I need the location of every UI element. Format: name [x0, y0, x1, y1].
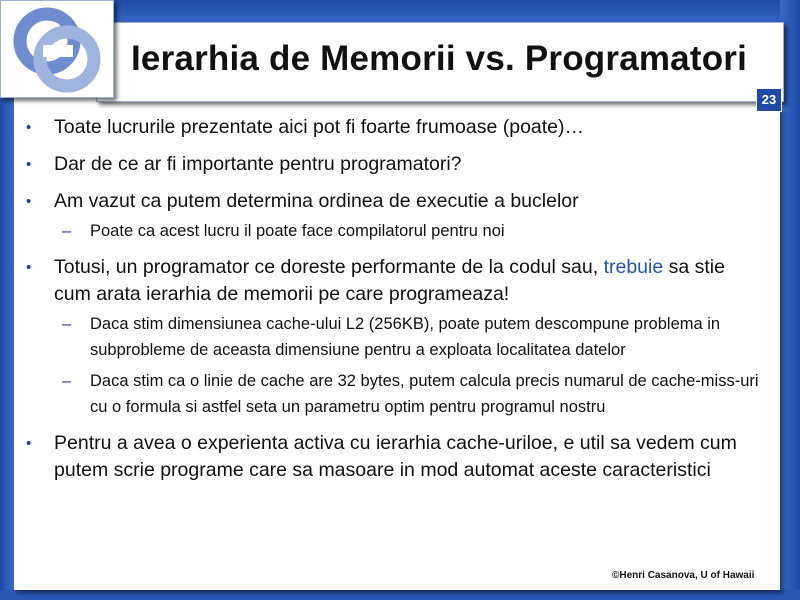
- dash-icon: –: [62, 222, 72, 240]
- sub-bullet-text: Daca stim ca o linie de cache are 32 bytes, putem calcula precis numarul de cache-miss-uri cu o formula si astfel seta un parametru optim pentru programul nostru: [90, 372, 759, 416]
- title-panel: [96, 22, 784, 102]
- bullet-text: Pentru a avea o experienta activa cu ierarhia cache-uriloe, e util sa vedem cum putem scrie programe care sa masoare in mod automat aceste caracteristici: [54, 432, 737, 481]
- sub-bullet-item: [54, 218, 762, 244]
- bullet-dot-icon: •: [26, 193, 32, 210]
- slide-number-badge: 23: [756, 88, 782, 112]
- bullet-item: [14, 430, 780, 484]
- bullet-dot-icon: •: [26, 259, 32, 276]
- content-panel: [14, 108, 780, 590]
- frame-bottom-band: [0, 590, 800, 600]
- bullet-dot-icon: •: [26, 156, 32, 173]
- dash-icon: –: [62, 315, 72, 333]
- bullet-item: [14, 254, 780, 420]
- copyright-footer: ©Henri Casanova, U of Hawaii: [612, 570, 755, 581]
- bullet-text: Am vazut ca putem determina ordinea de executie a buclelor: [54, 190, 579, 212]
- slide-title: Ierarhia de Memorii vs. Programatori: [131, 39, 748, 78]
- bullet-text: Toate lucrurile prezentate aici pot fi foarte frumoase (poate)…: [54, 116, 585, 138]
- sub-bullet-list: [54, 311, 762, 420]
- bullet-item: [14, 188, 780, 244]
- sub-bullet-list: [54, 218, 762, 244]
- dash-icon: –: [62, 372, 72, 390]
- bullet-text: Dar de ce ar fi importante pentru programatori?: [54, 153, 462, 175]
- logo-panel: [0, 0, 114, 98]
- bullet-dot-icon: •: [26, 119, 32, 136]
- bullet-dot-icon: •: [26, 435, 32, 452]
- bullet-item: [14, 114, 780, 141]
- sub-bullet-text: Poate ca acest lucru il poate face compilatorul pentru noi: [90, 222, 505, 240]
- highlighted-word: trebuie: [603, 256, 664, 278]
- sub-bullet-text: Daca stim dimensiunea cache-ului L2 (256KB), poate putem descompune problema in subprobleme de aceasta dimensiune pentru a exploata localitatea datelor: [90, 315, 721, 359]
- bullet-text-after: sa stie cum arata ierarhia de memorii pe care programeaza!: [54, 256, 725, 305]
- bullet-list: [14, 114, 780, 494]
- bullet-text-before: Totusi, un programator ce doreste performante de la codul sau,: [54, 256, 599, 278]
- sub-bullet-item: [54, 368, 762, 420]
- casanova-logo-icon: [13, 7, 103, 93]
- sub-bullet-item: [54, 311, 762, 363]
- bullet-item: [14, 151, 780, 178]
